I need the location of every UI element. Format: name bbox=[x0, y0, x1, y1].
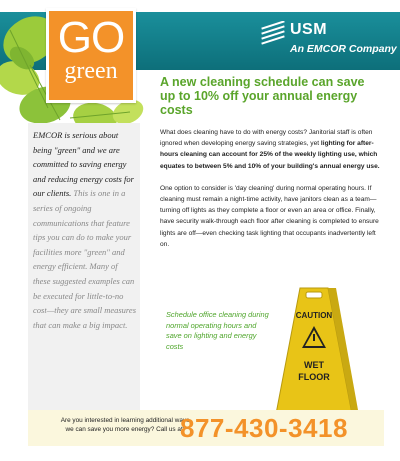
sign-caution-text: CAUTION bbox=[295, 311, 333, 320]
paragraph-1-bold: lighting for after-hours cleaning can account for 25% of the weekly lighting use, which equates to between 5% and 10% of your building's annual energy use. bbox=[160, 140, 380, 170]
paragraph-2: One option to consider is 'day cleaning' during normal operating hours. If cleaning must remain a night-time activity, have janitors clean as a team—turning off lights as they complete a floor or even an area or office. Finally, have security walk-through each floor after cleaning is completed to ensure lights are off—even checking task lighting that occupants inadvertently left on. bbox=[160, 184, 379, 248]
intro-rest: This is one in a series of ongoing communications that feature tips you can do to make your facilities more "green" and energy efficient. Many of these suggested examples can be executed for little-to-no cost—they are small measures that can make a big impact. bbox=[33, 188, 137, 330]
wet-floor-sign bbox=[270, 286, 358, 418]
paragraph-1-start: What does cleaning have to do with energy costs? Janitorial staff is often ignored when developing energy saving strategies, yet bbox=[160, 129, 373, 148]
phone-number[interactable]: 877-430-3418 bbox=[180, 413, 348, 443]
company-name: USM bbox=[290, 21, 328, 38]
sign-floor-text: FLOOR bbox=[298, 372, 330, 382]
green-text: green bbox=[64, 58, 118, 84]
paragraph-1 bbox=[160, 127, 382, 172]
usm-logo bbox=[260, 19, 397, 63]
usm-globe-icon bbox=[260, 21, 286, 45]
intro-lead: EMCOR is serious about being "green" and we are committed to saving energy and reducing energy costs for our clients. bbox=[33, 130, 134, 199]
footer-band bbox=[28, 410, 384, 446]
headline: A new cleaning schedule can save up to 10% off your annual energy costs bbox=[160, 75, 365, 117]
image-caption: Schedule office cleaning during normal operating hours and save on lighting and energy costs bbox=[166, 310, 269, 351]
company-tagline: An EMCOR Company bbox=[290, 43, 397, 55]
sidebar-intro bbox=[33, 128, 137, 332]
go-text: GO bbox=[57, 13, 125, 62]
footer-prompt: Are you interested in learning additional ways we can save you more energy? Call us at: bbox=[60, 417, 190, 433]
article-body bbox=[160, 127, 382, 261]
sign-wet-text: WET bbox=[304, 360, 324, 370]
go-green-badge bbox=[46, 8, 136, 103]
